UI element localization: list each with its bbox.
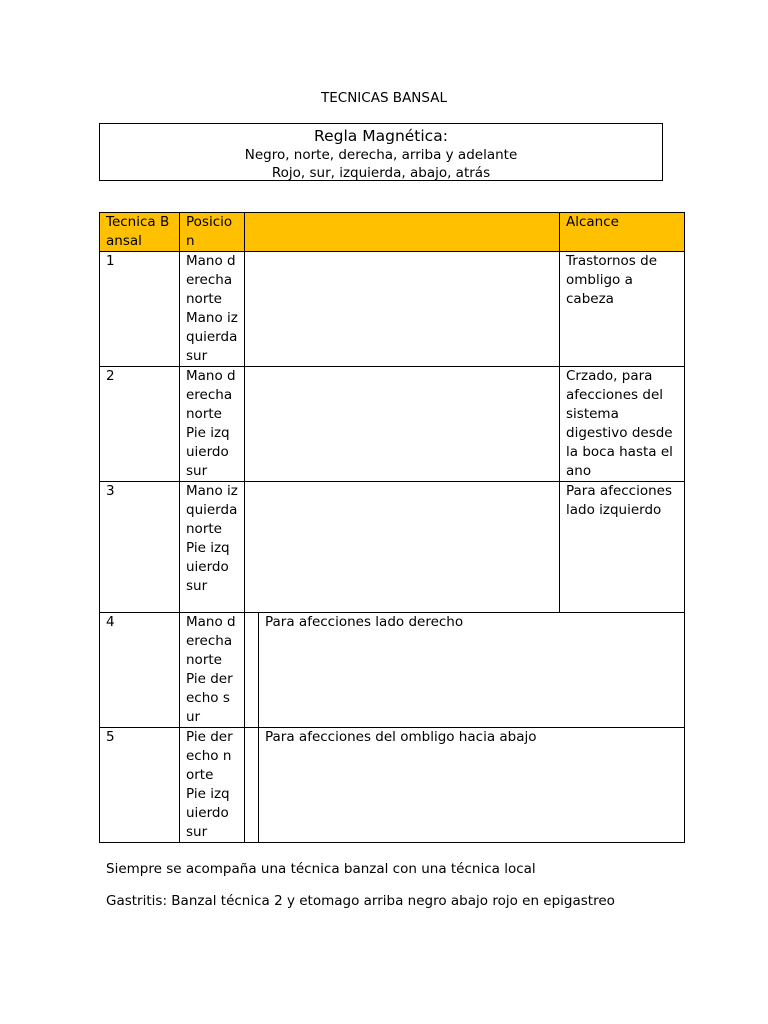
position-b: Mano izquierda sur <box>186 310 238 364</box>
position-a: Mano derecha norte <box>186 614 236 668</box>
position-cell <box>180 613 245 728</box>
scope-cell: Para afecciones lado derecho <box>259 613 685 728</box>
magnetic-rule-box <box>99 123 663 181</box>
technique-number: 2 <box>100 367 180 482</box>
position-a: Pie derecho norte <box>186 729 233 783</box>
scope-cell: Trastornos de ombligo a cabeza <box>560 252 685 367</box>
technique-number: 3 <box>100 482 180 613</box>
technique-number: 5 <box>100 728 180 843</box>
position-a: Mano derecha norte <box>186 253 236 307</box>
position-b: Pie izquierdo sur <box>186 786 230 840</box>
header-scope: Alcance <box>560 213 685 252</box>
scope-cell: Para afecciones del ombligo hacia abajo <box>259 728 685 843</box>
narrow-blank-cell <box>245 613 259 728</box>
table-row <box>100 728 685 843</box>
narrow-blank-cell <box>245 728 259 843</box>
document-title: TECNICAS BANSAL <box>321 90 447 106</box>
technique-number: 1 <box>100 252 180 367</box>
position-b: Pie izquierdo sur <box>186 540 230 594</box>
note-local-technique: Siempre se acompaña una técnica banzal con una técnica local <box>106 861 536 877</box>
header-technique: Tecnica Bansal <box>100 213 180 252</box>
scope-cell: Crzado, para afecciones del sistema digestivo desde la boca hasta el ano <box>560 367 685 482</box>
position-cell <box>180 367 245 482</box>
techniques-table <box>99 212 685 843</box>
blank-cell <box>245 367 560 482</box>
header-blank <box>245 213 560 252</box>
blank-cell <box>245 482 560 613</box>
position-a: Mano derecha norte <box>186 368 236 422</box>
table-row <box>100 613 685 728</box>
position-cell <box>180 728 245 843</box>
table-row <box>100 482 685 613</box>
technique-number: 4 <box>100 613 180 728</box>
position-cell <box>180 252 245 367</box>
position-a: Mano izquierda norte <box>186 483 238 537</box>
position-b: Pie izquierdo sur <box>186 425 230 479</box>
rule-heading: Regla Magnética: <box>314 127 448 145</box>
blank-cell <box>245 252 560 367</box>
header-position: Posicion <box>180 213 245 252</box>
note-gastritis: Gastritis: Banzal técnica 2 y etomago arriba negro abajo rojo en epigastreo <box>106 893 615 909</box>
table-header-row <box>100 213 685 252</box>
table-row <box>100 252 685 367</box>
table-row <box>100 367 685 482</box>
rule-line-positive: Negro, norte, derecha, arriba y adelante <box>244 147 518 163</box>
position-b: Pie derecho sur <box>186 671 233 725</box>
position-cell <box>180 482 245 613</box>
scope-cell: Para afecciones lado izquierdo <box>560 482 685 613</box>
rule-line-negative: Rojo, sur, izquierda, abajo, atrás <box>271 165 491 181</box>
